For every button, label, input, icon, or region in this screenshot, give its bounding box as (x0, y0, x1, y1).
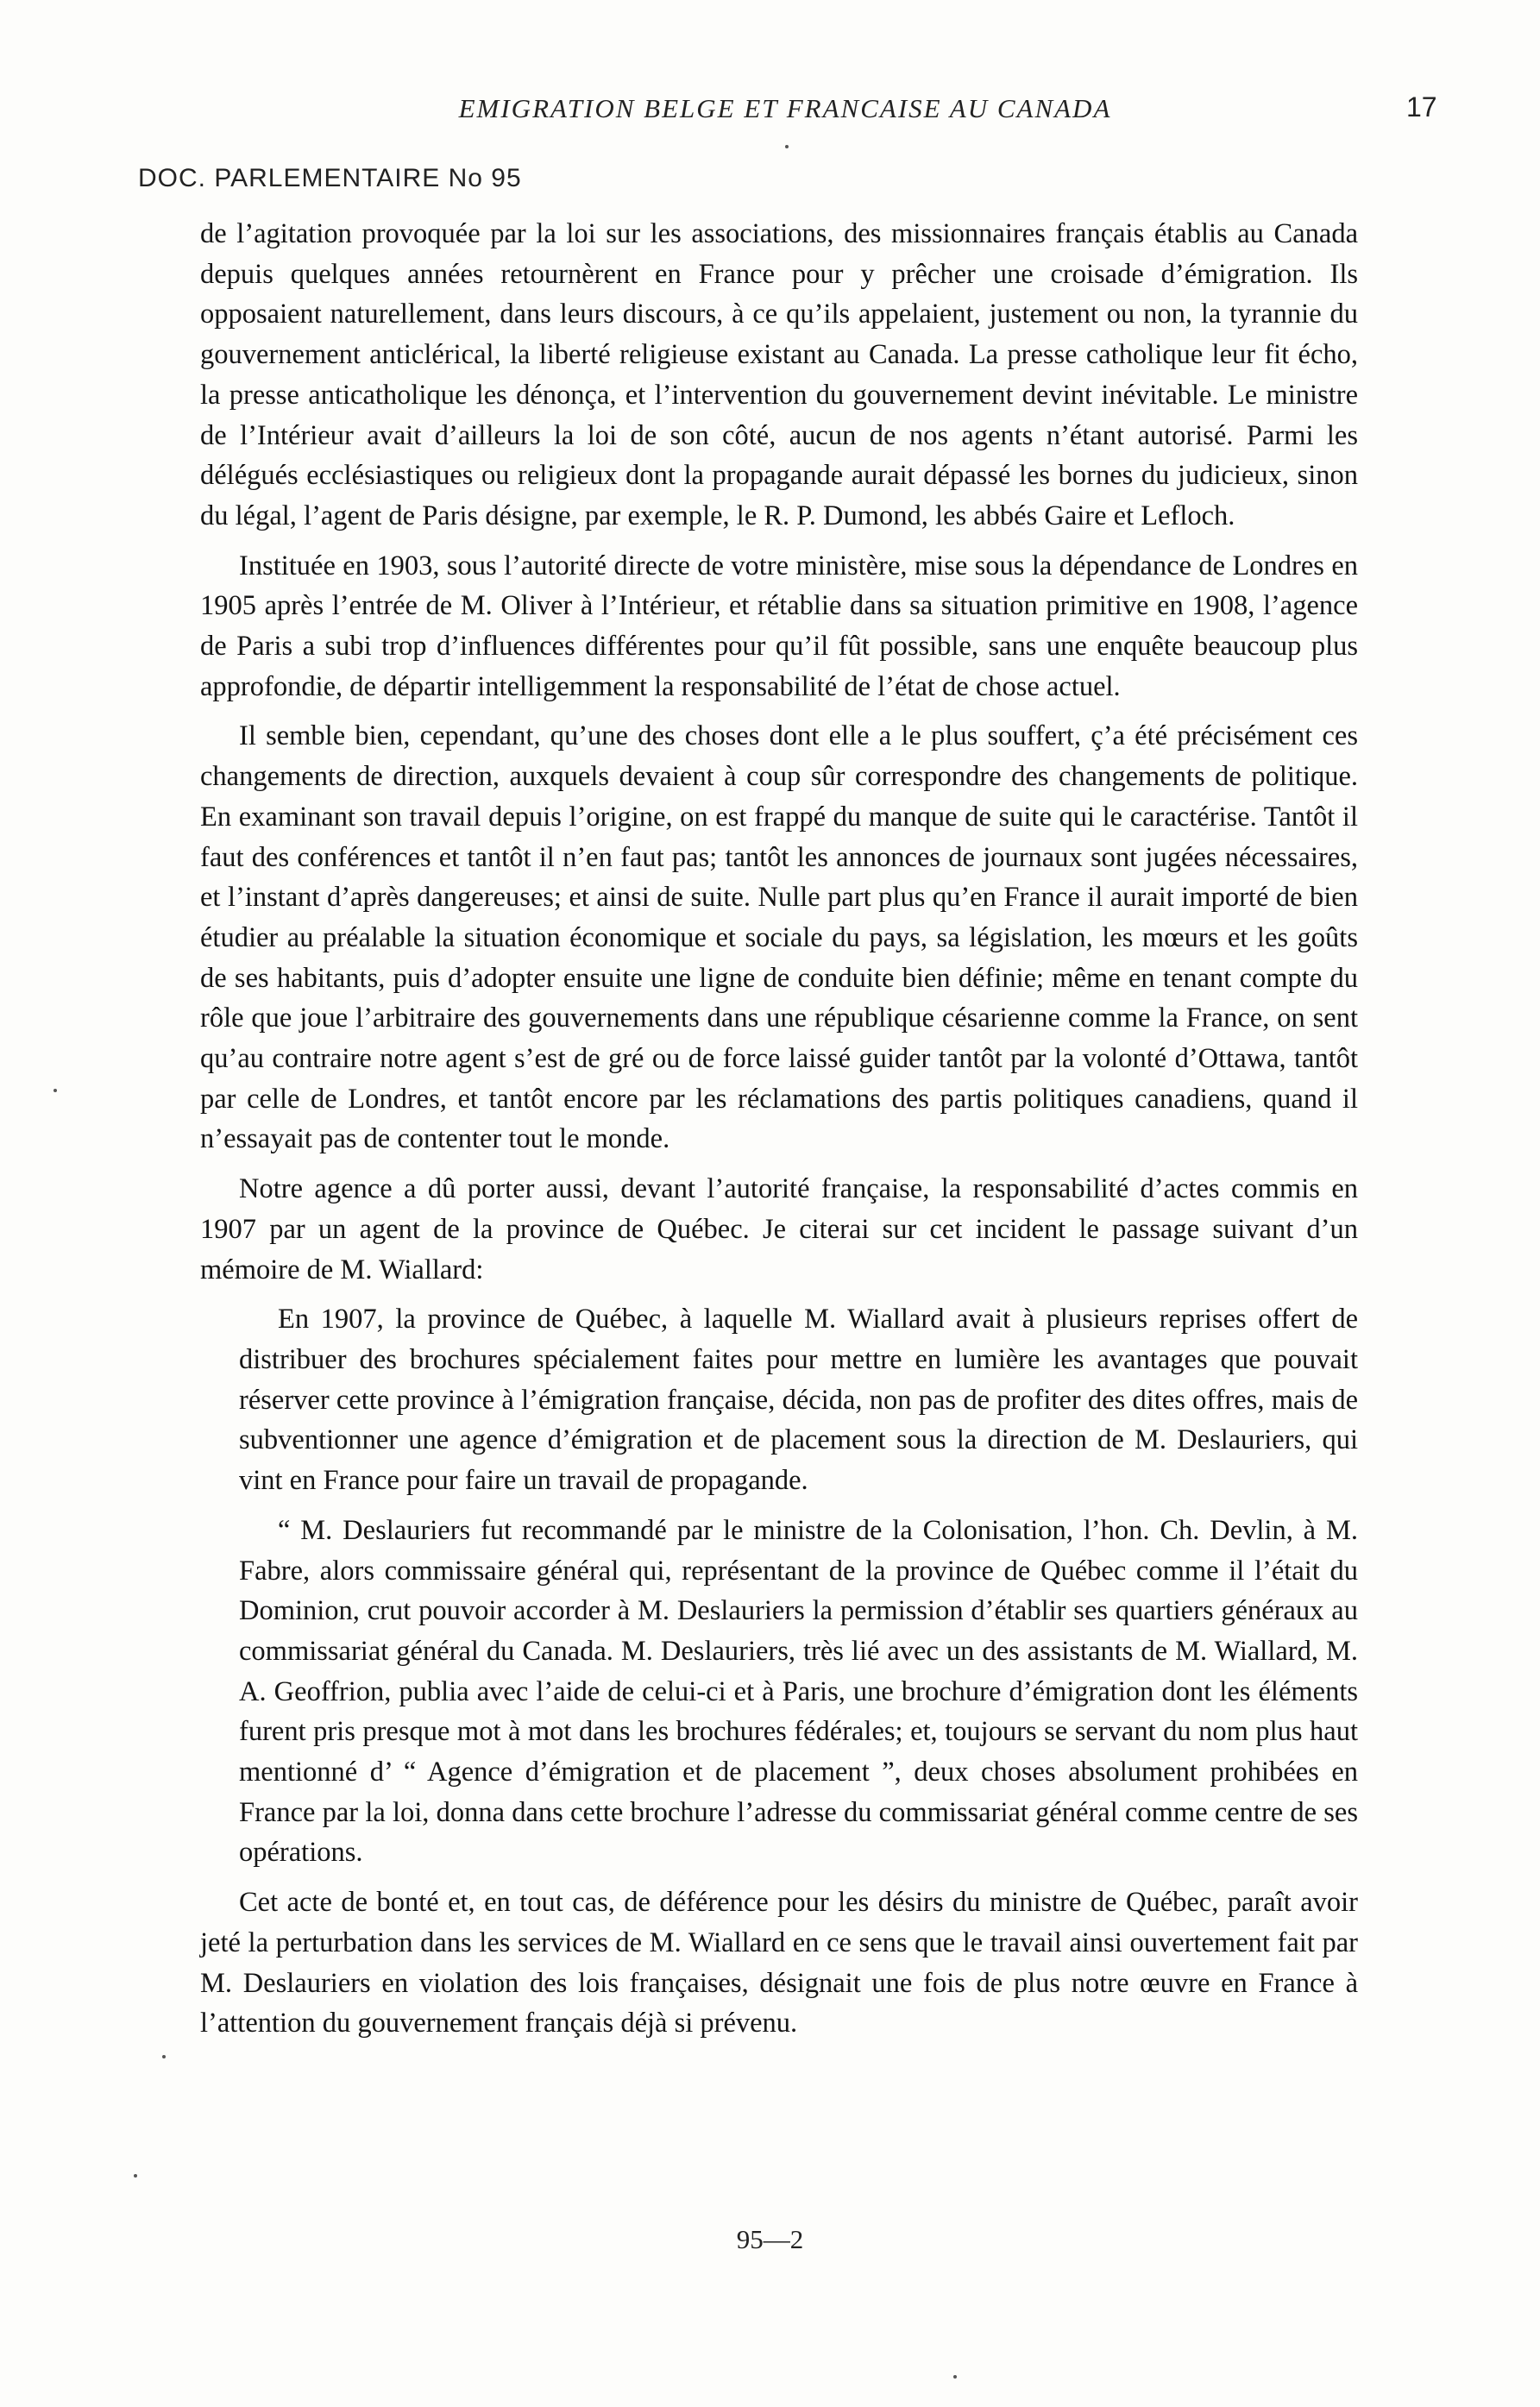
quote-paragraph-1: En 1907, la province de Québec, à laquelle M. Wiallard avait à plusieurs reprises offert de distribuer des brochures spécialement faites pour mettre en lumière les avantages que pouvait réserver cette province à l’émigration française, décida, non pas de profiter des dites offres, mais de subventionner une agence d’émigration et de placement sous la direction de M. Deslauriers, qui vint en France pour faire un travail de propagande. (239, 1304, 1358, 1497)
body-text (200, 214, 1358, 2053)
paragraph-2: Instituée en 1903, sous l’autorité directe de votre ministère, mise sous la dépendance de Londres en 1905 après l’entrée de M. Oliver à l’Intérieur, et rétablie dans sa situation primitive en 1908, l’agence de Paris a subi trop d’influences différentes pour qu’il fût possible, sans une enquête beaucoup plus approfondie, de départir intelligemment la responsabilité de l’état de chose actuel. (200, 550, 1358, 702)
signature-mark: 95—2 (736, 2224, 804, 2254)
paragraph-4: Notre agence a dû porter aussi, devant l’autorité française, la responsabilité d’actes commis en 1907 par un agent de la province de Québec. Je citerai sur cet incident le passage suivant d’un mémoire de M. Wiallard: (200, 1173, 1358, 1285)
paragraph-5: Cet acte de bonté et, en tout cas, de déférence pour les désirs du ministre de Québec, paraît avoir jeté la perturbation dans les services de M. Wiallard en ce sens que le travail ainsi ouvertement fait par M. Deslauriers en violation des lois françaises, désignait une fois de plus notre œuvre en France à l’attention du gouvernement français déjà si prévenu. (200, 1887, 1358, 2039)
doc-label: DOC. PARLEMENTAIRE No 95 (138, 164, 522, 192)
print-speck (162, 2055, 166, 2058)
running-title: EMIGRATION BELGE ET FRANCAISE AU CANADA (458, 93, 1112, 123)
print-speck (53, 1089, 57, 1092)
paragraph-1: de l’agitation provoquée par la loi sur les associations, des missionnaires français établis au Canada depuis quelques années retournèrent en France pour y prêcher une croisade d’émigration. Ils opposaient naturellement, dans leurs discours, à ce qu’ils appelaient, justement ou non, la tyrannie du gouvernement anticlérical, la liberté religieuse existant au Canada. La presse catholique leur fit écho, la presse anticatholique les dénonça, et l’intervention du gouvernement devint inévitable. Le ministre de l’Intérieur avait d’ailleurs la loi de son côté, aucun de nos agents n’étant autorisé. Parmi les délégués ecclésiastiques ou religieux dont la propagande aurait dépassé les bornes du judicieux, sinon du légal, l’agent de Paris désigne, par exemple, le R. P. Dumond, les abbés Gaire et Lefloch. (200, 218, 1358, 531)
quote-paragraph-2: “ M. Deslauriers fut recommandé par le ministre de la Colonisation, l’hon. Ch. Devlin, à M. Fabre, alors commissaire général qui, représentant de la province de Québec comme il l’était du Dominion, crut pouvoir accorder à M. Deslauriers la permission d’établir ses quartiers généraux au commissariat général du Canada. M. Deslauriers, très lié avec un des assistants de M. Wiallard, M. A. Geoffrion, publia avec l’aide de celui-ci et à Paris, une brochure d’émigration dont les éléments furent pris presque mot à mot dans les brochures fédérales; et, toujours se servant du nom plus haut mentionné d’ “ Agence d’émigration et de placement ”, deux choses absolument prohibées en France par la loi, donna dans cette brochure l’adresse du commissariat général comme centre de ses opérations. (239, 1514, 1358, 1869)
page-number: 17 (1406, 91, 1437, 123)
print-speck (953, 2375, 957, 2379)
paragraph-3: Il semble bien, cependant, qu’une des choses dont elle a le plus souffert, ç’a été précisément ces changements de direction, auxquels devaient à coup sûr correspondre des changements de politique. En examinant son travail depuis l’origine, on est frappé du manque de suite qui le caractérise. Tantôt il faut des conférences et tantôt il n’en faut pas; tantôt les annonces de journaux sont jugées nécessaires, et l’instant d’après dangereuses; et ainsi de suite. Nulle part plus qu’en France il aurait importé de bien étudier au préalable la situation économique et sociale du pays, sa législation, les mœurs et les goûts de ses habitants, puis d’adopter ensuite une ligne de conduite bien définie; même en tenant compte du rôle que joue l’arbitraire des gouvernements dans une république césarienne comme la France, on sent qu’au contraire notre agent s’est de gré ou de force laissé guider tantôt par la volonté d’Ottawa, tantôt par celle de Londres, et tantôt encore par les réclamations des partis politiques canadiens, quand il n’essayait pas de contenter tout le monde. (200, 720, 1358, 1155)
print-speck (785, 145, 789, 148)
print-speck (134, 2174, 137, 2178)
